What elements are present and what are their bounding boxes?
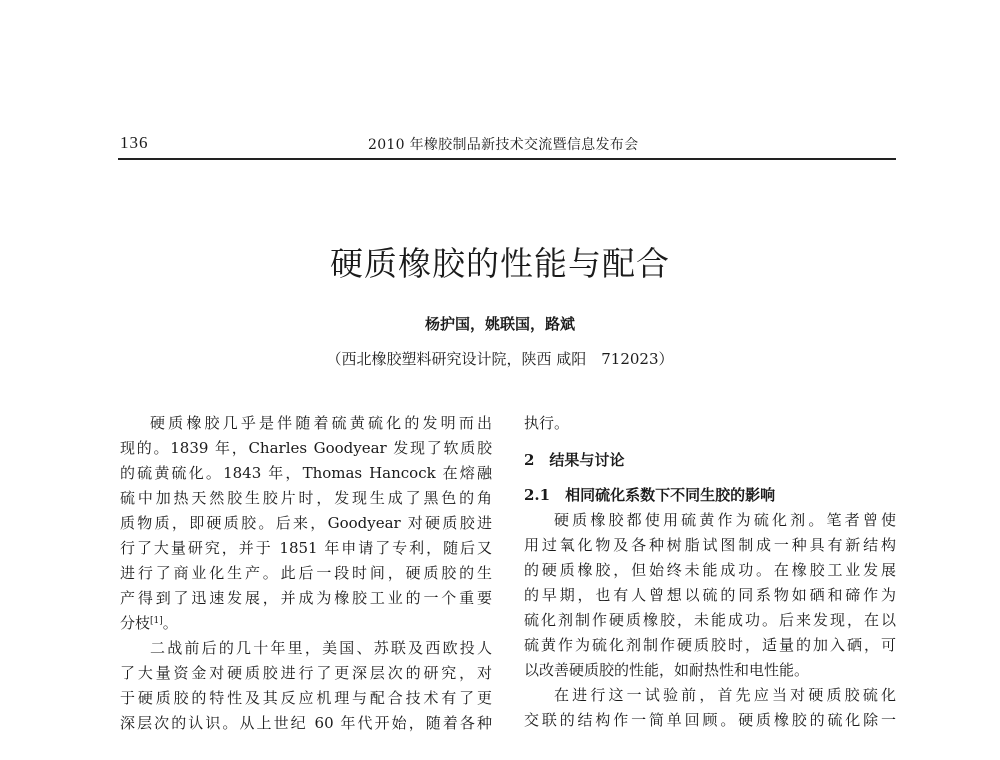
reference-marker[interactable]: [1] [150,616,163,626]
article-title: 硬质橡胶的性能与配合 [330,244,670,283]
section-gap [524,436,896,448]
body-line: 行了大量研究，并于 1851 年申请了专利，随后又 [120,539,492,557]
body-line: 以改善硬质胶的性能，如耐热性和电性能。 [524,661,810,679]
body-line: 了大量资金对硬质胶进行了更深层次的研究，对 [120,664,492,682]
body-line: 硫中加热天然胶生胶片时，发现生成了黑色的角 [120,489,492,507]
article-authors: 杨护国，姚联国，路斌 [424,315,575,333]
body-line: 在进行这一试验前，首先应当对硬质胶硫化 [554,686,896,704]
body-line: 的硬质橡胶，但始终未能成功。在橡胶工业发展 [524,561,896,579]
body-line: 产得到了迅速发展，并成为橡胶工业的一个重要 [120,589,492,607]
body-line: 进行了商业化生产。此后一段时间，硬质胶的生 [120,564,492,582]
right-column [524,411,896,733]
article-affiliation: （西北橡胶塑料研究设计院，陕西 咸阳 712023） [326,350,674,368]
body-text: 分枝 [120,614,151,632]
body-line [120,611,492,636]
body-line: 深层次的认识。从上世纪 60 年代开始，随着各种 [120,714,492,732]
section-heading: 2 结果与讨论 [524,451,625,469]
body-line: 硫化剂制作硬质橡胶，未能成功。后来发现，在以 [524,611,896,629]
body-line: 现的。1839 年，Charles Goodyear 发现了软质胶 [120,439,492,457]
body-text: 。 [162,614,178,632]
section-gap [524,473,896,483]
running-header: 2010 年橡胶制品新技术交流暨信息发布会 [368,137,639,153]
body-line: 二战前后的几十年里，美国、苏联及西欧投人 [150,639,492,657]
page-number: 136 [120,133,149,152]
body-line: 用过氧化物及各种树脂试图制成一种具有新结构 [524,536,896,554]
subsection-heading: 2.1 相同硫化系数下不同生胶的影响 [524,486,776,504]
body-line: 硬质橡胶几乎是伴随着硫黄硫化的发明而出 [150,414,492,432]
body-line: 硬质橡胶都使用硫黄作为硫化剂。笔者曾使 [554,511,896,529]
left-column [120,411,492,736]
body-line: 的早期，也有人曾想以硫的同系物如硒和碲作为 [524,586,896,604]
body-line: 执行。 [524,414,570,432]
body-line: 的硫黄硫化。1843 年，Thomas Hancock 在熔融 [120,464,492,482]
header-rule [118,158,896,160]
body-line: 于硬质胶的特性及其反应机理与配合技术有了更 [120,689,492,707]
body-line: 质物质，即硬质胶。后来，Goodyear 对硬质胶进 [120,514,492,532]
body-line: 硫黄作为硫化剂制作硬质胶时，适量的加入硒，可 [524,636,896,654]
body-line: 交联的结构作一简单回顾。硬质橡胶的硫化除一 [524,711,896,729]
